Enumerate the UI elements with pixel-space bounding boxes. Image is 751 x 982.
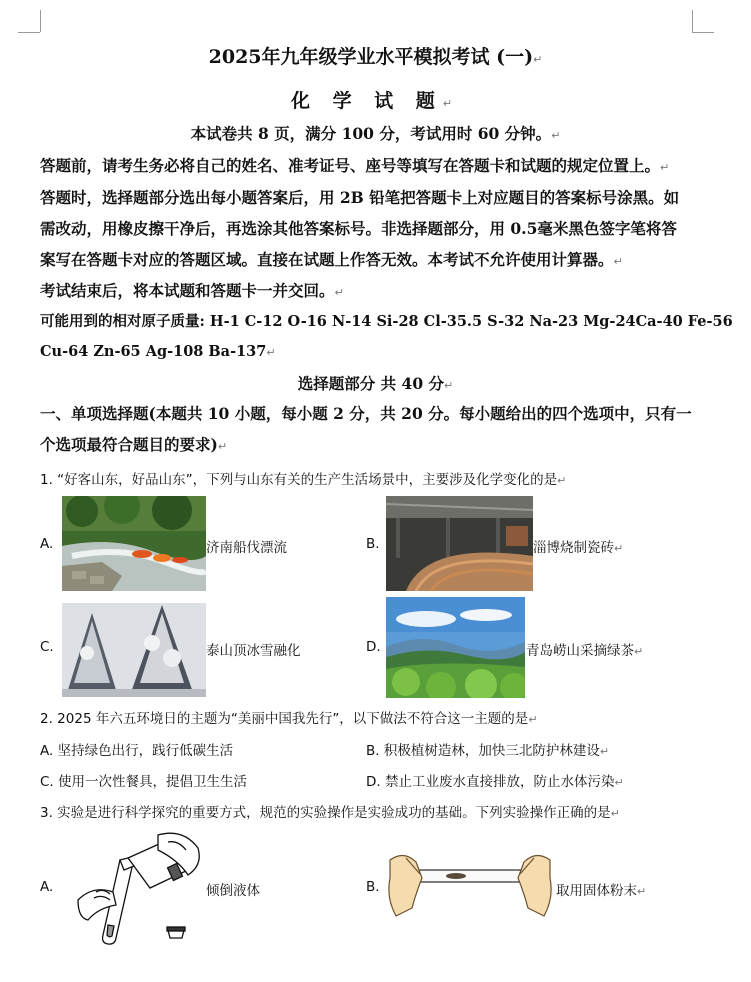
section-heading: 个选项最符合题目的要求)↵: [40, 435, 228, 454]
option-text-a: 倾倒液体: [206, 883, 260, 899]
option-letter-a: A.: [40, 879, 54, 895]
ceramic-kiln-photo: [386, 496, 533, 591]
option-letter-d: D.: [366, 639, 381, 655]
option-letter-b: B.: [366, 879, 380, 895]
instruction-line: 需改动，用橡皮擦干净后，再选涂其他答案标号。非选择题部分，用 0.5毫米黑色签字笔将答: [40, 219, 677, 238]
question-2-option-a: A. 坚持绿色出行，践行低碳生活: [40, 743, 234, 759]
question-2-stem: 2. 2025 年六五环境日的主题为“美丽中国我先行”，以下做法不符合这一主题的是↵: [40, 711, 538, 727]
option-letter-c: C.: [40, 639, 54, 655]
option-text-b: 淄博烧制瓷砖↵: [533, 540, 624, 556]
exam-title: 2025年九年级学业水平模拟考试 (一)↵: [208, 46, 543, 68]
crop-mark-top-left-h: [18, 32, 40, 33]
powder-sampling-illustration: [386, 848, 554, 920]
snowy-trees-photo: [62, 603, 206, 697]
atomic-mass-line: 可能用到的相对原子质量: H-1 C-12 O-16 N-14 Si-28 Cl-35.5 S-32 Na-23 Mg-24Ca-40 Fe-56: [40, 313, 733, 330]
tea-garden-photo: [386, 597, 525, 698]
question-3-stem: 3. 实验是进行科学探究的重要方式，规范的实验操作是实验成功的基础。下列实验操作正确的是↵: [40, 805, 620, 821]
instruction-line: 答题前，请考生务必将自己的姓名、准考证号、座号等填写在答题卡和试题的规定位置上。↵: [40, 156, 670, 175]
rafting-photo: [62, 496, 206, 591]
crop-mark-top-left-v: [40, 10, 41, 32]
pouring-liquid-illustration: [58, 830, 208, 948]
option-text-c: 泰山顶冰雪融化: [206, 643, 301, 659]
atomic-mass-line: Cu-64 Zn-65 Ag-108 Ba-137↵: [40, 343, 276, 360]
option-text-b: 取用固体粉末↵: [556, 883, 647, 899]
question-2-option-c: C. 使用一次性餐具，提倡卫生生活: [40, 774, 248, 790]
crop-mark-top-right-v: [692, 10, 693, 32]
question-2-option-b: B. 积极植树造林，加快三北防护林建设↵: [366, 743, 610, 759]
instruction-line: 案写在答题卡对应的答题区域。直接在试题上作答无效。本考试不允许使用计算器。↵: [40, 250, 623, 269]
option-text-d: 青岛崂山采摘绿茶↵: [526, 643, 644, 659]
option-letter-a: A.: [40, 536, 54, 552]
crop-mark-top-right-h: [692, 32, 714, 33]
option-text-a: 济南船伐漂流: [206, 540, 287, 556]
option-letter-b: B.: [366, 536, 380, 552]
question-1-stem: 1. “好客山东，好品山东”，下列与山东有关的生产生活场景中，主要涉及化学变化的是↵: [40, 472, 567, 488]
subject-title: 化 学 试 题↵: [290, 90, 461, 112]
instruction-line: 考试结束后，将本试题和答题卡一并交回。↵: [40, 281, 344, 300]
question-2-option-d: D. 禁止工业废水直接排放，防止水体污染↵: [366, 774, 624, 790]
section-heading: 一、单项选择题(本题共 10 小题，每小题 2 分，共 20 分。每小题给出的四个选项中，只有一: [40, 404, 692, 423]
exam-notice: 本试卷共 8 页，满分 100 分，考试用时 60 分钟。↵: [190, 124, 561, 143]
instruction-line: 答题时，选择题部分选出每小题答案后，用 2B 铅笔把答题卡上对应题目的答案标号涂黑。如: [40, 188, 680, 207]
section-title: 选择题部分 共 40 分↵: [297, 374, 454, 393]
